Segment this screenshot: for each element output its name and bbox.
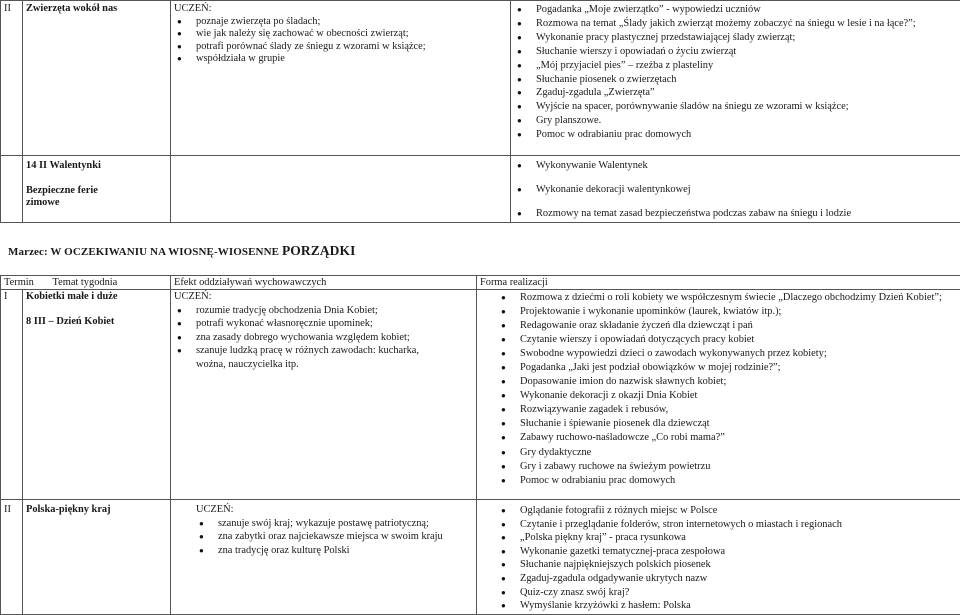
table-row [1, 156, 960, 223]
list-item: ● Wykonanie dekoracji walentynkowej [514, 184, 957, 197]
list-item: ● współdziała w grupie [174, 53, 507, 66]
effects-list [174, 304, 473, 372]
list-item: ● Pomoc w odrabianiu prac domowych [498, 474, 957, 488]
week-topic [23, 156, 171, 223]
list-item: ● Rozmowy na temat zasad bezpieczeństwa podczas zabaw na śniegu i lodzie [514, 208, 957, 221]
effects-cell [171, 156, 511, 223]
effects-heading: UCZEŃ: [174, 291, 473, 304]
effects-list [174, 517, 473, 558]
list-item: ● szanuje swój kraj; wykazuje postawę patriotyczną; [196, 517, 473, 531]
forms-cell [511, 1, 960, 156]
list-item: ● szanuje ludzką pracę w różnych zawodach: kucharka, woźna, nauczycielka itp. [174, 344, 473, 371]
effects-heading: UCZEŃ: [174, 504, 473, 517]
list-item: ● poznaje zwierzęta po śladach; [174, 16, 507, 29]
list-item: ● Pogadanka „Jaki jest podział obowiązków w mojej rodzinie?”; [498, 361, 957, 375]
forms-list [480, 291, 957, 488]
list-item: ● rozumie tradycję obchodzenia Dnia Kobiet; [174, 304, 473, 318]
col-header-effect: Efekt oddziaływań wychowawczych [171, 276, 477, 290]
forms-cell [477, 290, 960, 500]
list-item: ● Redagowanie oraz składanie życzeń dla dziewcząt i pań [498, 319, 957, 333]
topic-women: Kobietki małe i duże [26, 291, 167, 304]
list-item: ● Słuchanie i śpiewanie piosenek dla dziewcząt [498, 417, 957, 431]
forms-list [514, 3, 957, 142]
effects-cell [171, 290, 477, 500]
list-item: ● „Mój przyjaciel pies” – rzeźba z plasteliny [514, 59, 957, 73]
list-item: ● Dopasowanie imion do nazwisk sławnych kobiet; [498, 375, 957, 389]
list-item: ● potrafi wykonać własnoręcznie upominek; [174, 317, 473, 331]
list-item: ● „Polska piękny kraj” - praca rysunkowa [498, 531, 957, 545]
list-item: ● Rozmowa z dziećmi o roli kobiety we współczesnym świecie „Dlaczego obchodzimy Dzień Kobiet”; [498, 291, 957, 305]
table-row [1, 1, 960, 156]
forms-cell [477, 500, 960, 615]
list-item: ● zna zabytki oraz najciekawsze miejsca w swoim kraju [196, 530, 473, 544]
list-item: ● zna tradycję oraz kulturę Polski [196, 544, 473, 558]
col-header-topic: Temat tygodnia [23, 276, 171, 290]
list-item: ● Pomoc w odrabianiu prac domowych [514, 128, 957, 142]
list-item: ● zna zasady dobrego wychowania względem kobiet; [174, 331, 473, 345]
effects-cell [171, 500, 477, 615]
effects-heading: UCZEŃ: [174, 3, 507, 16]
week-topic: Polska-piękny kraj [23, 500, 171, 615]
effects-cell [171, 1, 511, 156]
month-heading-text: Marzec: W OCZEKIWANIU NA WIOSNĘ-WIOSENNE [8, 246, 282, 258]
week-number: II [1, 1, 23, 156]
month-heading-emphasis: PORZĄDKI [282, 243, 356, 258]
list-item: ● Słuchanie wierszy i opowiadań o życiu zwierząt [514, 45, 957, 59]
week-number: II [1, 500, 23, 615]
list-item: ● Rozwiązywanie zagadek i rebusów, [498, 403, 957, 417]
list-item: ● Zabawy ruchowo-naśladowcze „Co robi mama?” [498, 431, 957, 445]
list-item: ● Wyjście na spacer, porównywanie śladów na śniegu ze wzorami w książce; [514, 100, 957, 114]
march-plan-table [0, 275, 960, 615]
list-item: ● Wykonanie pracy plastycznej przedstawiającej ślady zwierząt; [514, 31, 957, 45]
list-item: ● Projektowanie i wykonanie upominków (laurek, kwiatów itp.); [498, 305, 957, 319]
list-item: ● Swobodne wypowiedzi dzieci o zawodach wykonywanych przez kobiety; [498, 347, 957, 361]
col-header-form: Forma realizacji [477, 276, 960, 290]
list-item: ● Wymyślanie krzyżówki z hasłem: Polska [498, 599, 957, 613]
forms-cell [511, 156, 960, 223]
list-item: ● Rozmowa na temat „Ślady jakich zwierząt możemy zobaczyć na śniegu w lesie i na łące?”; [514, 17, 957, 31]
week-number: I [1, 290, 23, 500]
topic-valentines: 14 II Walentynki [26, 160, 167, 173]
table-header-row [1, 276, 960, 290]
list-item: ● potrafi porównać ślady ze śniegu z wzorami w książce; [174, 41, 507, 54]
week-topic [23, 290, 171, 500]
forms-list [480, 504, 957, 613]
list-item: ● Gry i zabawy ruchowe na świeżym powietrzu [498, 460, 957, 474]
table-row [1, 290, 960, 500]
effects-list [174, 16, 507, 66]
list-item: ● Wykonanie gazetki tematycznej-praca zespołowa [498, 545, 957, 559]
list-item: ● Zgaduj-zgadula odgadywanie ukrytych nazw [498, 572, 957, 586]
list-item: ● Słuchanie najpiękniejszych polskich piosenek [498, 558, 957, 572]
list-item: ● wie jak należy się zachować w obecności zwierząt; [174, 28, 507, 41]
week-number [1, 156, 23, 223]
list-item: ● Quiz-czy znasz swój kraj? [498, 586, 957, 600]
list-item: ● Oglądanie fotografii z różnych miejsc w Polsce [498, 504, 957, 518]
week-topic: Zwierzęta wokół nas [23, 1, 171, 156]
topic-womens-day: 8 III – Dzień Kobiet [26, 316, 167, 329]
list-item: ● Czytanie wierszy i opowiadań dotyczących pracy kobiet [498, 333, 957, 347]
list-item: ● Wykonywanie Walentynek [514, 160, 957, 173]
list-item: ● Zgaduj-zgadula „Zwierzęta” [514, 86, 957, 100]
list-item: ● Pogadanka „Moje zwierzątko” - wypowiedzi uczniów [514, 3, 957, 17]
table-row [1, 500, 960, 615]
list-item: ● Gry planszowe. [514, 114, 957, 128]
list-item: ● Czytanie i przeglądanie folderów, stron internetowych o miastach i regionach [498, 518, 957, 532]
list-item: ● Słuchanie piosenek o zwierzętach [514, 73, 957, 87]
forms-list [514, 160, 957, 221]
top-plan-table [0, 0, 960, 223]
month-heading [8, 245, 356, 259]
list-item: ● Gry dydaktyczne [498, 446, 957, 460]
list-item: ● Wykonanie dekoracji z okazji Dnia Kobiet [498, 389, 957, 403]
col-header-term: Termin [1, 276, 23, 290]
topic-safe-holidays: Bezpieczne ferie zimowe [26, 185, 116, 210]
